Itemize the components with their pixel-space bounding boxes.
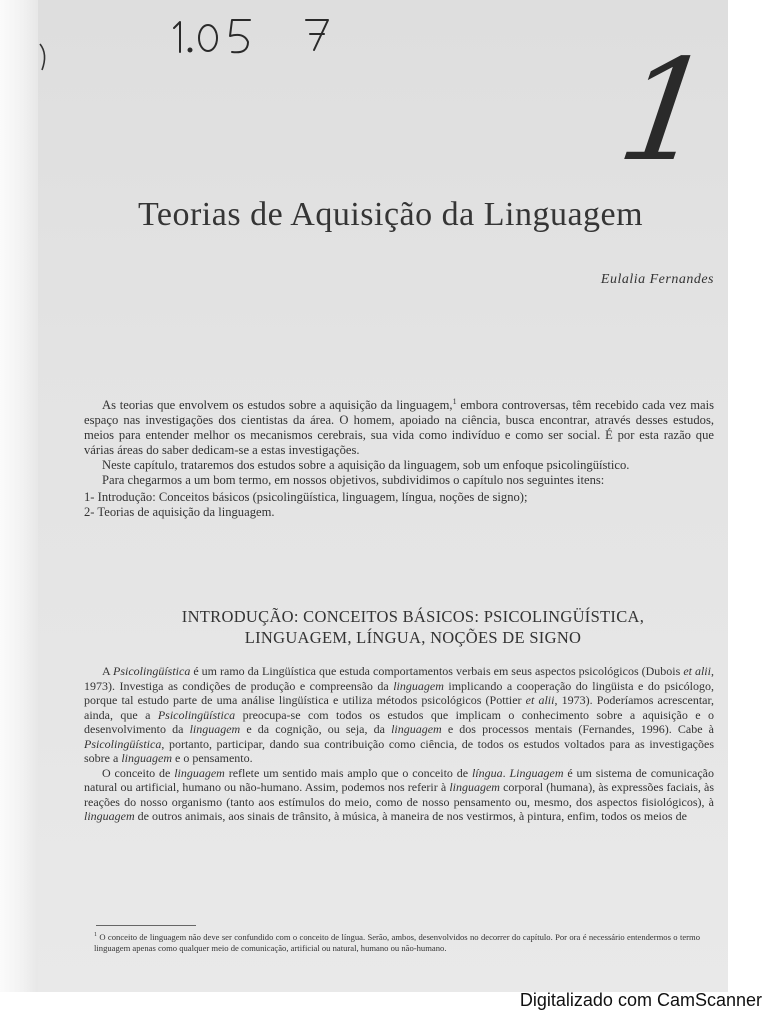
margin-bracket-mark: [38, 40, 50, 80]
intro-text-block: [84, 398, 714, 520]
chapter-title: Teorias de Aquisição da Linguagem: [138, 196, 644, 233]
handwritten-annotation: [168, 6, 368, 58]
section-paragraph-2: O conceito de linguagem reflete um sentido mais amplo que o conceito de língua. Linguagem é um sistema de comunicação natural ou artificial, humano ou não-humano. Assim, podemos nos referir à linguagem corporal (humana), às expressões faciais, às reações do nosso organismo (tanto aos estímulos do meio, como de nosso pensamento ou, mesmo, dos aspectos fisiológicos), à linguagem de outros animais, aos sinais de trânsito, à música, à maneira de nos vestirmos, à pintura, enfim, todos os meios de: [84, 765, 715, 823]
chapter-number: 1: [609, 30, 722, 193]
section-text-block: [84, 664, 714, 824]
scanner-watermark: Digitalizado com CamScanner: [519, 990, 762, 1010]
footnote-ref: 1: [452, 396, 457, 406]
footnote: $^1$ O conceito de linguagem não deve ser confundido com o conceito de língua. Serão, ambos, desenvolvidos no decorrer do capítulo. Por ora é necessário entendermos o termo linguagem apenas como qualquer meio de comunicação, artificial ou natural, humano ou não-humano.: [94, 931, 700, 953]
chapter-outline-list: [84, 490, 714, 520]
list-item: 1- Introdução: Conceitos básicos (psicolingüística, linguagem, língua, noções de signo);: [84, 490, 528, 504]
scan-left-margin: [0, 0, 40, 992]
section-heading: INTRODUÇÃO: CONCEITOS BÁSICOS: PSICOLINGÜÍSTICA, LINGUAGEM, LÍNGUA, NOÇÕES DE SIGNO: [181, 607, 645, 647]
intro-paragraph-2: Neste capítulo, trataremos dos estudos sobre a aquisição da linguagem, sob um enfoque psicolingüístico.: [102, 458, 630, 472]
footnote-divider: [96, 925, 196, 926]
intro-paragraph-1: As teorias que envolvem os estudos sobre a aquisição da linguagem,$^1$ embora controversas, têm recebido cada vez mais espaço nas investigações dos cientistas da área. O homem, apoiado na ciência, busca encontrar, através desses estudos, meios para entender melhor os mecanismos cerebrais, sua vida como indivíduo e como ser social. É por esta razão que várias áreas do saber dedicam-se a estas investigações.: [84, 396, 714, 457]
scanned-page: [38, 0, 728, 992]
section-paragraph-1: A Psicolingüística é um ramo da Lingüística que estuda comportamentos verbais em seus aspectos psicológicos (Dubois et alii, 1973). Investiga as condições de produção e compreensão da linguagem implicando a cooperação do lingüista e do psicólogo, porque tal estudo parte de uma análise lingüística e utiliza métodos psicológicos (Pottier et alii, 1973). Poderíamos acrescentar, ainda, que a Psicolingüística preocupa-se com todos os estudos que implicam o conhecimento sobre a aquisição e o desenvolvimento da linguagem e da cognição, ou seja, da linguagem e dos processos mentais (Fernandes, 1996). Cabe à Psicolingüística, portanto, participar, dando sua contribuição como ciência, de todos os estudos voltados para as investigações sobre a linguagem e o pensamento.: [84, 664, 715, 765]
list-item: 2- Teorias de aquisição da linguagem.: [84, 505, 275, 519]
scan-right-margin: [728, 0, 768, 992]
author-name: Eulalia Fernandes: [600, 272, 714, 287]
intro-paragraph-3: Para chegarmos a um bom termo, em nossos objetivos, subdividimos o capítulo nos seguintes itens:: [102, 473, 605, 487]
